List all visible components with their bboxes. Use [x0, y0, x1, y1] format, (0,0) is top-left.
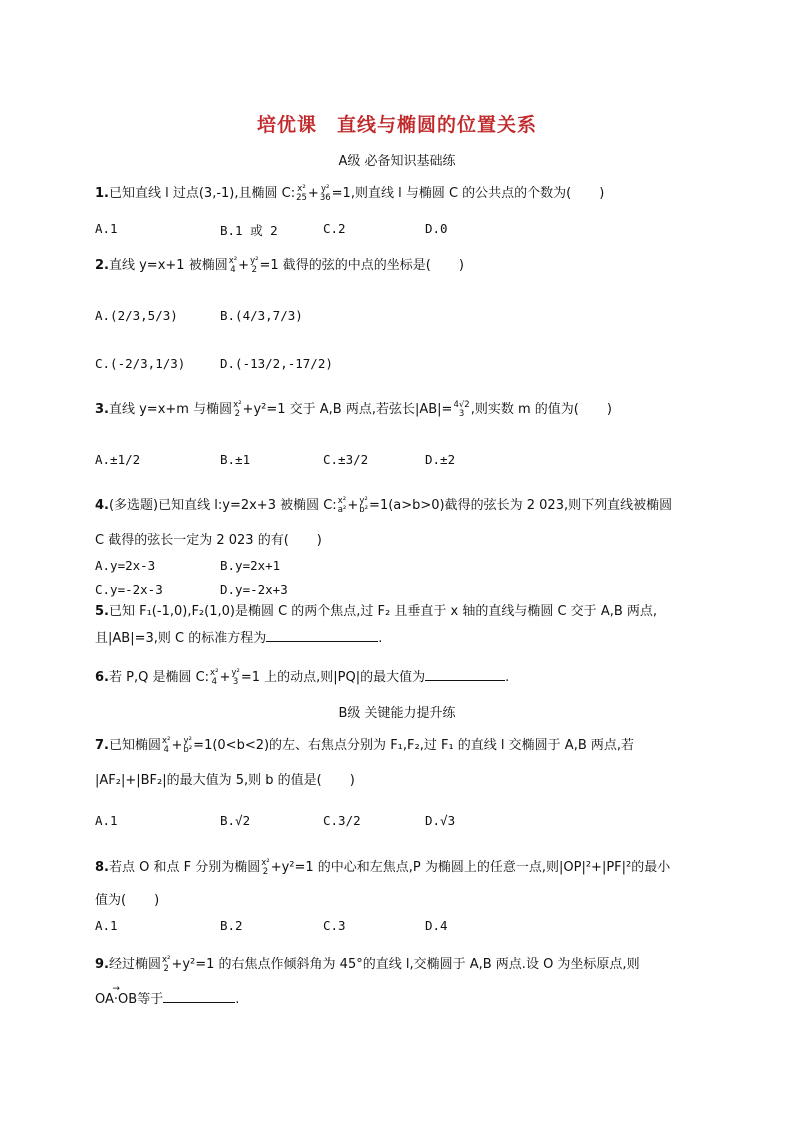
denominator: 3	[458, 408, 465, 419]
question-number: 2.	[95, 258, 109, 273]
numerator: y²	[321, 183, 330, 194]
denominator: 36	[319, 192, 331, 203]
denominator: 2	[262, 866, 269, 877]
question-stem: 已知直线 l 过点(3,-1),且椭圆 C:	[108, 186, 296, 201]
option-a: A.y=2x-3	[95, 558, 156, 573]
option-d: D.±2	[425, 452, 456, 467]
vector-product: → OA·OB	[95, 990, 137, 1010]
question-7: 7.已知椭圆 x² 4 + y² b² =1(0<b<2)的左、右焦点分别为 F₁,F₂,过 F₁ 的直线 l 交椭圆于 A,B 两点,若	[95, 735, 635, 755]
fraction	[453, 401, 469, 419]
numerator: x²	[210, 667, 219, 678]
question-stem: .	[378, 631, 383, 646]
question-stem: =1(a>b>0)截得的弦长为 2 023,则下列直线被椭圆	[369, 498, 673, 513]
question-number: 9.	[95, 957, 109, 972]
fraction	[250, 257, 258, 275]
numerator: y²	[183, 735, 192, 746]
denominator: 4	[163, 744, 169, 755]
denominator: 2	[163, 963, 169, 974]
fraction	[261, 859, 269, 877]
question-stem: |AF₂|+|BF₂|的最大值为 5,则 b 的值是(	[95, 773, 322, 788]
option-a: A.1	[95, 221, 118, 236]
answer-blank	[425, 666, 505, 681]
answer-blank	[163, 988, 235, 1003]
question-number: 1.	[95, 186, 109, 201]
question-stem: .	[235, 992, 240, 1007]
option-b: B.±1	[220, 452, 251, 467]
answer-blank	[266, 627, 378, 642]
denominator: 2	[234, 408, 241, 419]
fraction	[320, 185, 331, 203]
question-number: 8.	[95, 860, 109, 875]
numerator: x²	[337, 495, 347, 506]
denominator: b²	[359, 504, 369, 515]
fraction	[359, 497, 368, 515]
section-a-heading: A级 必备知识基础练	[338, 154, 456, 169]
question-number: 3.	[95, 402, 109, 417]
question-stem: C 截得的弦长一定为 2 023 的有(	[95, 533, 289, 548]
question-stem: 且|AB|=3,则 C 的标准方程为	[95, 631, 267, 646]
fraction	[183, 737, 192, 755]
question-6: 6.若 P,Q 是椭圆 C: x² 4 + y² 3 =1 上的动点,则|PQ|的最大值为 .	[95, 667, 510, 687]
option-d: D.0	[425, 221, 448, 236]
question-stem: 经过椭圆	[108, 957, 161, 972]
question-9-line2	[95, 988, 705, 1010]
question-stem: 等于	[137, 992, 164, 1007]
question-number: 4.	[95, 498, 109, 513]
option-c: C.(-2/3,1/3)	[95, 356, 186, 371]
question-stem: =1,则直线 l 与椭圆 C 的公共点的个数为(	[331, 186, 572, 201]
denominator: 2	[251, 264, 257, 275]
question-stem: 已知 F₁(-1,0),F₂(1,0)是椭圆 C 的两个焦点,过 F₂ 且垂直于 x 轴的直线与椭圆 C 交于 A,B 两点,	[108, 604, 658, 619]
fraction	[231, 669, 239, 687]
question-5-line2	[95, 627, 705, 649]
question-8	[95, 858, 705, 878]
fraction	[162, 737, 170, 755]
question-stem: =1(0<b<2)的左、右焦点分别为 F₁,F₂,过 F₁ 的直线 l 交椭圆于 A,B 两点,若	[193, 738, 635, 753]
option-c: C.3	[323, 918, 346, 933]
fraction	[296, 185, 307, 203]
numerator: x²	[261, 857, 270, 868]
question-stem: .	[505, 670, 510, 685]
question-stem: +y²=1 的右焦点作倾斜角为 45°的直线 l,交椭圆于 A,B 两点.设 O 为坐标原点,则	[171, 957, 640, 972]
question-stem: +y²=1 交于 A,B 两点,若弦长|AB|=	[242, 402, 453, 417]
numerator: 4√2	[453, 399, 470, 410]
question-stem: (多选题)已知直线 l:y=2x+3 被椭圆 C:	[108, 498, 337, 513]
numerator: x²	[297, 183, 306, 194]
option-a: A.1	[95, 813, 118, 828]
question-stem: 直线 y=x+m 与椭圆	[108, 402, 233, 417]
fraction	[210, 669, 218, 687]
option-b: B.√2	[220, 813, 251, 828]
option-b: B.2	[220, 918, 243, 933]
option-c: C.y=-2x-3	[95, 582, 163, 597]
option-d: D.y=-2x+3	[220, 582, 288, 597]
question-number: 7.	[95, 738, 109, 753]
numerator: x²	[233, 399, 242, 410]
question-3	[95, 400, 705, 420]
numerator: x²	[228, 255, 238, 266]
option-a: A.1	[95, 918, 118, 933]
option-c: C.±3/2	[323, 452, 369, 467]
denominator: 4	[211, 676, 217, 687]
question-stem: )	[606, 402, 612, 417]
question-stem: 若点 O 和点 F 分别为椭圆	[108, 860, 261, 875]
question-stem: )	[316, 533, 322, 548]
section-b-heading: B级 关键能力提升练	[338, 706, 456, 721]
option-d: D.√3	[425, 813, 456, 828]
question-8-line2	[95, 891, 705, 911]
option-a: A.(2/3,5/3)	[95, 308, 178, 323]
question-stem: )	[154, 893, 160, 908]
option-c: C.3/2	[323, 813, 361, 828]
numerator: x²	[162, 954, 171, 965]
question-5	[95, 602, 705, 622]
question-stem: 值为(	[95, 893, 127, 908]
question-stem: )	[349, 773, 355, 788]
question-1: 1.已知直线 l 过点(3,-1),且椭圆 C: x² 25 + y² 36 =1,则直线 l 与椭圆 C 的公共点的个数为( )	[95, 183, 605, 203]
numerator: y²	[231, 667, 240, 678]
question-stem: )	[458, 258, 464, 273]
page-title: 培优课 直线与椭圆的位置关系	[256, 114, 537, 136]
option-b: B.1 或 2	[220, 223, 278, 238]
denominator: 25	[296, 192, 307, 203]
denominator: a²	[337, 504, 347, 515]
question-number: 5.	[95, 604, 109, 619]
question-stem: )	[599, 186, 605, 201]
fraction	[229, 257, 237, 275]
numerator: y²	[359, 495, 368, 506]
question-7-line2	[95, 771, 705, 791]
denominator: 4	[230, 264, 236, 275]
question-stem: =1 上的动点,则|PQ|的最大值为	[240, 670, 426, 685]
option-b: B.y=2x+1	[220, 558, 281, 573]
option-d: D.(-13/2,-17/2)	[220, 356, 333, 371]
denominator: 3	[232, 676, 239, 687]
question-stem: 若 P,Q 是椭圆 C:	[108, 670, 210, 685]
fraction	[162, 956, 170, 974]
fraction	[338, 497, 347, 515]
question-stem: +y²=1 的中心和左焦点,P 为椭圆上的任意一点,则|OP|²+|PF|²的最小	[270, 860, 671, 875]
option-a: A.±1/2	[95, 452, 141, 467]
fraction	[233, 401, 241, 419]
question-number: 6.	[95, 670, 109, 685]
numerator: x²	[162, 735, 171, 746]
question-stem: 直线 y=x+1 被椭圆	[108, 258, 228, 273]
question-stem: ,则实数 m 的值为(	[470, 402, 579, 417]
option-b: B.(4/3,7/3)	[220, 308, 303, 323]
question-stem: 已知椭圆	[108, 738, 161, 753]
option-c: C.2	[323, 221, 346, 236]
numerator: y²	[250, 255, 259, 266]
option-d: D.4	[425, 918, 448, 933]
question-4-line2	[95, 531, 705, 551]
question-stem: =1 截得的弦的中点的坐标是(	[259, 258, 431, 273]
question-9	[95, 955, 705, 975]
question-4: 4.(多选题)已知直线 l:y=2x+3 被椭圆 C: x² a² + y² b² =1(a>b>0)截得的弦长为 2 023,则下列直线被椭圆	[95, 495, 673, 515]
denominator: b²	[183, 744, 193, 755]
question-2: 2.直线 y=x+1 被椭圆 x² 4 + y² 2 =1 截得的弦的中点的坐标是( )	[95, 255, 464, 275]
